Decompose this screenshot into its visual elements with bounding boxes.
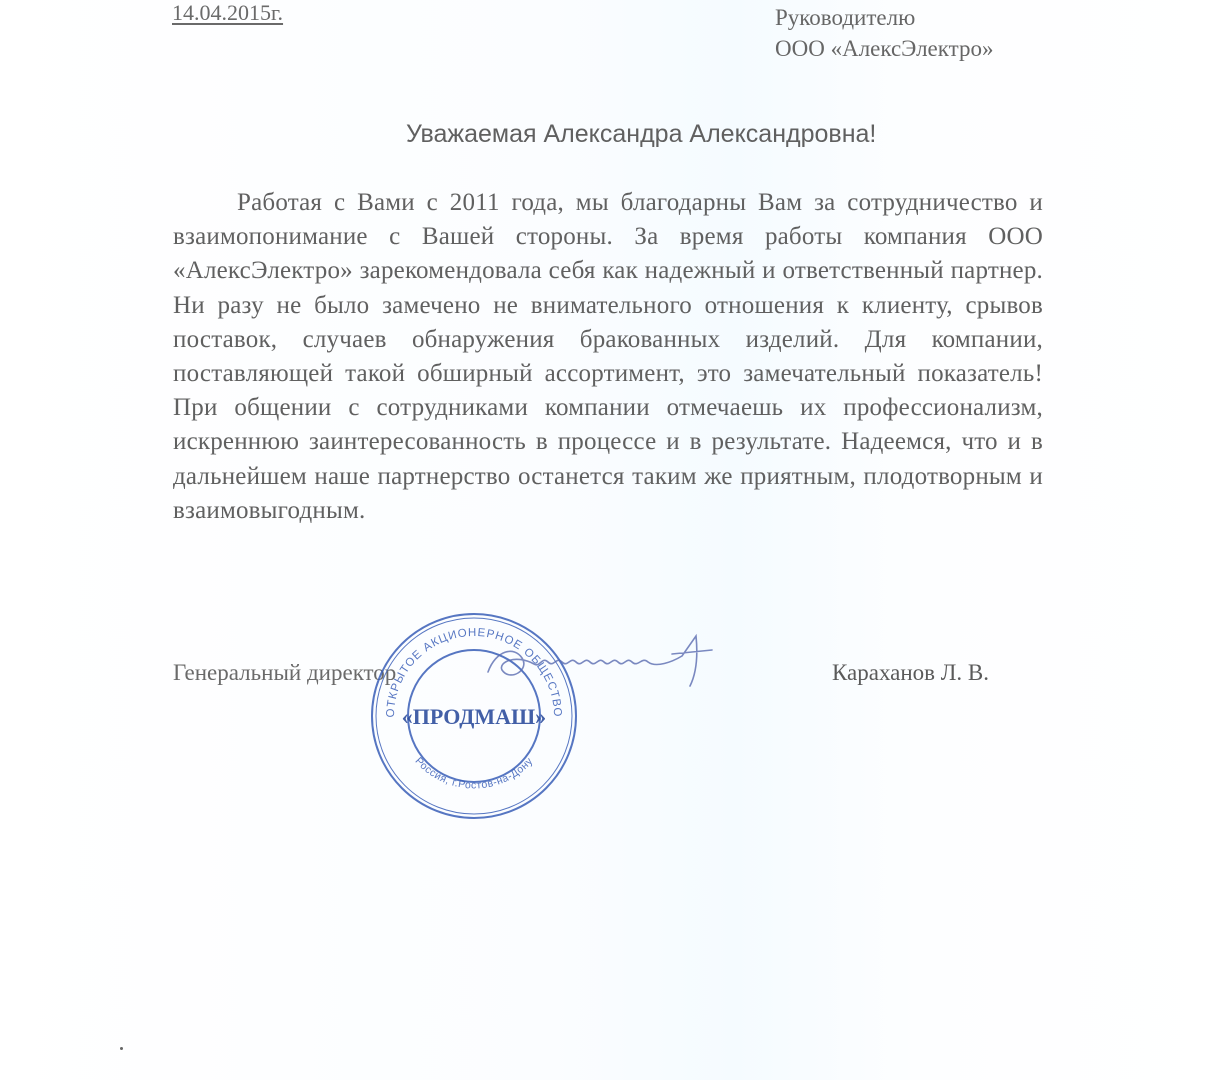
seal-ring-top-text: ОТКРЫТОЕ АКЦИОНЕРНОЕ ОБЩЕСТВО (384, 626, 564, 718)
svg-text:Россия, г.Ростов-на-Дону (413, 755, 536, 792)
addressee-company: ООО «АлексЭлектро» (775, 36, 994, 61)
letter-date: 14.04.2015г. (172, 0, 284, 25)
handwritten-signature (476, 626, 726, 696)
seal-ring-bottom-text: Россия, г.Ростов-на-Дону (412, 755, 536, 792)
addressee-line: Руководителю (775, 5, 916, 30)
scan-speck (120, 1047, 123, 1050)
letter-body: Работая с Вами с 2011 года, мы благодарны Вам за сотрудничество и взаимопонимание с Вашей стороны. За время работы компания ООО «АлексЭлектро» зарекомендовала себя как надежный и ответственный партнер. Ни разу не было замечено не внимательного отношения к клиенту, срывов поставок, случаев обнаружения бракованных изделий. Для компании, поставляющей такой обширный ассортимент, это замечательный показатель! При общении с сотрудниками компании отмечаешь их профессионализм, искреннюю заинтересованность в процессе и в результате. Надеемся, что и в дальнейшем наше партнерство останется таким же приятным, плодотворным и взаимовыгодным. (173, 189, 1043, 524)
salutation: Уважаемая Александра Александровна! (406, 120, 877, 148)
signatory-position: Генеральный директор (173, 660, 397, 685)
seal-center-text: «ПРОДМАШ» (401, 704, 547, 729)
signatory-name: Караханов Л. В. (832, 660, 989, 685)
addressee-block (775, 2, 993, 64)
